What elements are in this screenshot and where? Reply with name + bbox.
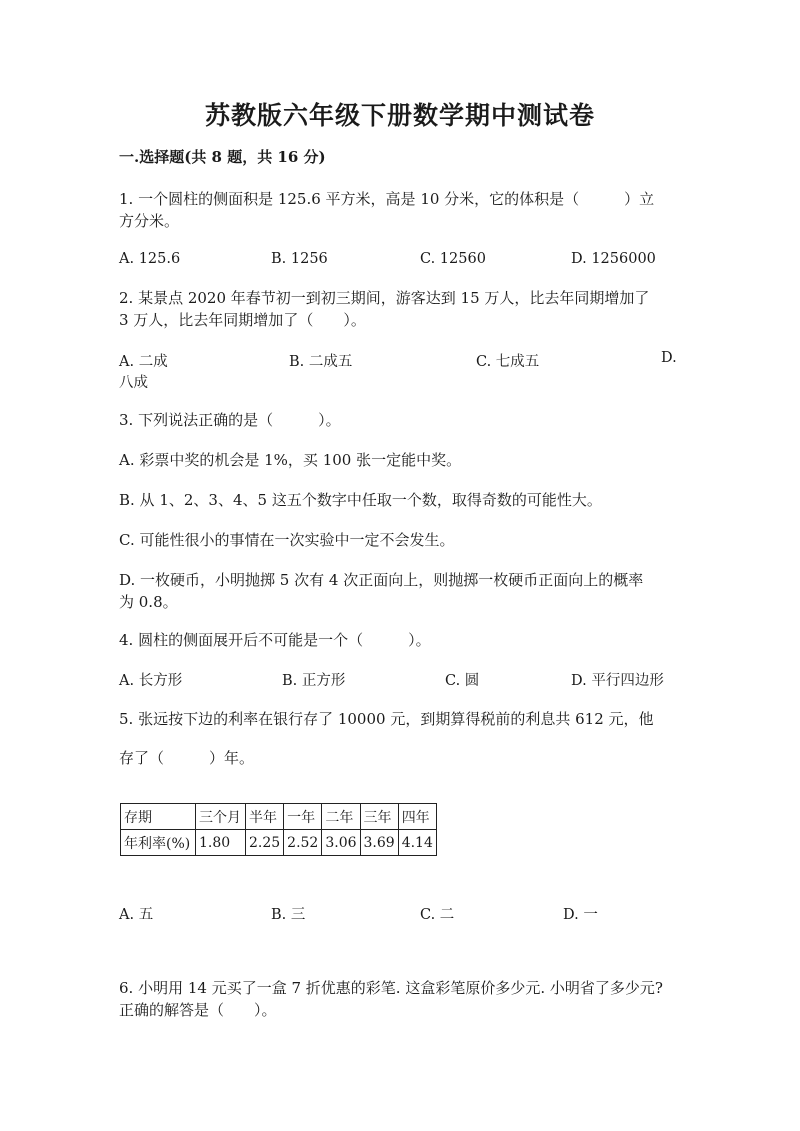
q2-option-d-wrap: 八成 (119, 375, 148, 391)
q2-option-d: D. (661, 350, 677, 366)
q5-option-b: B. 三 (271, 907, 306, 923)
q5-stem-line1: 5. 张远按下边的利率在银行存了 10000 元，到期算得税前的利息共 612 元，他 (119, 710, 654, 728)
q5-option-d: D. 一 (563, 907, 598, 923)
q2-stem-line2: 3 万人，比去年同期增加了（ ）。 (119, 311, 366, 329)
table-cell: 二年 (322, 804, 360, 830)
q5-option-a: A. 五 (119, 907, 154, 923)
table-row (121, 830, 437, 856)
interest-rate-table (120, 803, 437, 856)
q3-option-b: B. 从 1、2、3、4、5 这五个数字中任取一个数，取得奇数的可能性大。 (119, 491, 602, 509)
q3-option-c: C. 可能性很小的事情在一次实验中一定不会发生。 (119, 531, 455, 549)
q3-option-a: A. 彩票中奖的机会是 1%，买 100 张一定能中奖。 (119, 451, 462, 469)
q3-stem: 3. 下列说法正确的是（ ）。 (119, 411, 341, 429)
section-heading: 一.选择题(共 8 题，共 16 分) (119, 148, 326, 166)
q2-option-b: B. 二成五 (289, 354, 353, 370)
q4-option-b: B. 正方形 (282, 673, 346, 689)
q4-option-c: C. 圆 (445, 673, 480, 689)
q5-stem-line2: 存了（ ）年。 (119, 749, 255, 767)
page-title: 苏教版六年级下册数学期中测试卷 (204, 101, 595, 130)
table-cell: 三个月 (196, 804, 246, 830)
q1-option-d: D. 1256000 (571, 251, 656, 267)
q1-stem-line1: 1. 一个圆柱的侧面积是 125.6 平方米，高是 10 分米，它的体积是（ ）立 (119, 190, 655, 208)
q3-option-d-line1: D. 一枚硬币，小明抛掷 5 次有 4 次正面向上，则抛掷一枚硬币正面向上的概率 (119, 571, 644, 589)
q1-option-b: B. 1256 (271, 251, 328, 267)
q6-stem-line2: 正确的解答是（ ）。 (119, 1001, 277, 1019)
q2-stem-line1: 2. 某景点 2020 年春节初一到初三期间，游客达到 15 万人，比去年同期增加了 (119, 289, 650, 307)
table-cell: 1.80 (196, 830, 246, 856)
q4-option-a: A. 长方形 (119, 673, 183, 689)
q2-option-c: C. 七成五 (476, 354, 540, 370)
q5-option-c: C. 二 (420, 907, 455, 923)
table-cell: 存期 (121, 804, 196, 830)
table-cell: 年利率(%) (121, 830, 196, 856)
table-cell: 一年 (284, 804, 322, 830)
q1-option-a: A. 125.6 (119, 251, 181, 267)
table-cell: 四年 (398, 804, 436, 830)
table-cell: 三年 (360, 804, 398, 830)
q1-option-c: C. 12560 (420, 251, 486, 267)
table-cell: 2.52 (284, 830, 322, 856)
table-cell: 4.14 (398, 830, 436, 856)
q1-stem-line2: 方分米。 (119, 212, 180, 230)
q4-option-d: D. 平行四边形 (571, 673, 664, 689)
table-cell: 3.06 (322, 830, 360, 856)
table-cell: 3.69 (360, 830, 398, 856)
q4-stem: 4. 圆柱的侧面展开后不可能是一个（ ）。 (119, 631, 431, 649)
q2-option-a: A. 二成 (119, 354, 168, 370)
q6-stem-line1: 6. 小明用 14 元买了一盒 7 折优惠的彩笔. 这盒彩笔原价多少元. 小明省了多少元? (119, 979, 663, 997)
table-cell: 2.25 (246, 830, 284, 856)
table-cell: 半年 (246, 804, 284, 830)
table-row (121, 804, 437, 830)
q3-option-d-line2: 为 0.8。 (119, 593, 178, 611)
